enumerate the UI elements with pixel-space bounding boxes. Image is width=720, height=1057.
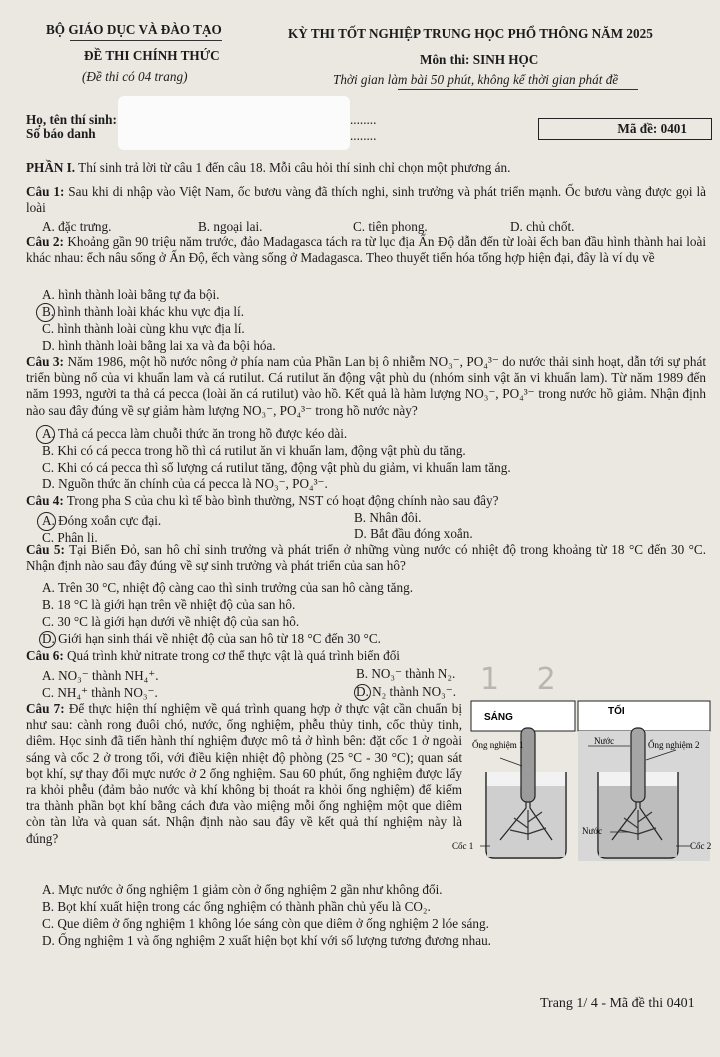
q4-option-d[interactable]: D. Bắt đầu đóng xoắn.	[354, 526, 473, 541]
q2-option-a[interactable]: A. hình thành loài bằng tự đa bội.	[42, 287, 220, 302]
page-footer: Trang 1/ 4 - Mã đề thi 0401	[540, 996, 695, 1011]
tube2-label: Ống nghiệm 2	[648, 740, 700, 750]
answer-circle-mark	[36, 303, 55, 322]
exam-code: Mã đề: 0401	[617, 121, 687, 136]
question-text: Sau khi di nhập vào Việt Nam, ốc bươu vàng đã thích nghi, sinh trưởng và phát triển mạnh. Ốc bươu vàng được gọi là loài	[26, 184, 706, 216]
question-text: Năm 1986, một hồ nước nông ở phía nam của Phần Lan bị ô nhiễm NO₃⁻, PO₄³⁻ do nước thải sinh hoạt, dẫn tới sự phát triển bùng nổ của vi khuẩn lam và cá rutilut. Cá rutilut ăn động vật phù du (nhóm sinh vật ăn vi khuẩn lam). Từ năm 1989 đến năm 1993, người ta thả cá pecca (loài ăn cá rutilut) vào hồ. Kết quả là hàm lượng NO₃⁻, PO₄³⁻ trong nước hồ giảm. Nhận định nào sau đây đúng về sự giảm hàm lượng NO₃⁻, PO₄³⁻ trong hồ nước này?	[26, 354, 707, 418]
answer-circle-mark	[39, 631, 56, 648]
question-label: Câu 5:	[26, 542, 65, 557]
question-2	[26, 234, 706, 266]
time-underline	[398, 89, 638, 90]
question-label: Câu 1:	[26, 184, 65, 199]
time-note: Thời gian làm bài 50 phút, không kể thời gian phát đề	[333, 72, 619, 87]
water-label-bottom: Nước	[582, 826, 603, 836]
candidate-name-label: Họ, tên thí sinh:	[26, 112, 117, 127]
q5-option-d[interactable]: D. Giới hạn sinh thái về nhiệt độ của san hô từ 18 °C đến 30 °C.	[42, 631, 381, 646]
q7-option-c[interactable]: C. Que diêm ở ống nghiệm 1 không lóe sáng còn que diêm ở ống nghiệm 2 lóe sáng.	[42, 916, 489, 931]
question-text: Khoảng gần 90 triệu năm trước, đảo Madagasca tách ra từ lục địa Ấn Độ dẫn đến từ loài ếch ban đầu hình thành hai loài khác nhau: ếch nâu sống ở Ấn Độ, ếch vàng sống ở Madagasca. Theo thuyết tiến hóa tổng hợp hiện đại, đây là ví dụ về	[26, 234, 707, 266]
photosynthesis-figure	[452, 700, 716, 862]
q7-option-a[interactable]: A. Mực nước ở ống nghiệm 1 giảm còn ở ống nghiệm 2 gần như không đổi.	[42, 882, 443, 897]
answer-circle-mark	[37, 512, 56, 531]
water-label-top: Nước	[594, 736, 615, 746]
official-label: ĐỀ THI CHÍNH THỨC	[84, 48, 220, 63]
q6-option-d[interactable]: D. N₂ thành NO₃⁻.	[356, 684, 457, 699]
id-dots: ........	[350, 128, 377, 143]
header-underline	[70, 40, 222, 41]
q2-option-d[interactable]: D. hình thành loài bằng lai xa và đa bội hóa.	[42, 338, 276, 353]
q5-option-c[interactable]: C. 30 °C là giới hạn dưới về nhiệt độ của san hô.	[42, 614, 300, 629]
subject-label: Môn thi: SINH HỌC	[420, 52, 539, 67]
answer-circle-mark	[36, 425, 55, 444]
question-text: Tại Biển Đỏ, san hô chỉ sinh trưởng và phát triển ở những vùng nước có nhiệt độ trong khoảng từ 18 °C đến 30 °C. Nhận định nào sau đây đúng về sự sinh trưởng và phát triển của san hô?	[26, 542, 707, 574]
handwritten-note: 1 2	[480, 662, 570, 697]
question-label: Câu 6:	[26, 648, 64, 663]
exam-code-box	[538, 118, 712, 140]
q3-option-a[interactable]: A. Thả cá pecca làm chuỗi thức ăn trong hồ được kéo dài.	[42, 426, 348, 441]
q5-option-a[interactable]: A. Trên 30 °C, nhiệt độ càng cao thì sinh trưởng của san hô càng tăng.	[42, 580, 414, 595]
q1-option-c[interactable]: C. tiên phong.	[353, 219, 428, 234]
cup1-label: Cốc 1	[452, 841, 474, 851]
q3-option-d[interactable]: D. Nguồn thức ăn chính của cá pecca là NO₃⁻, PO₄³⁻.	[42, 476, 328, 491]
question-label: Câu 3:	[26, 354, 64, 369]
exam-title: KỲ THI TỐT NGHIỆP TRUNG HỌC PHỔ THÔNG NĂM 2025	[288, 26, 653, 41]
q4-option-a[interactable]: A. Đóng xoắn cực đại.	[42, 513, 162, 528]
part-instruction	[26, 160, 706, 176]
redaction-patch	[118, 96, 350, 150]
experiment-illustration	[452, 700, 716, 862]
candidate-id-label: Số báo danh	[26, 126, 96, 141]
question-text: Trong pha S của chu kì tế bào bình thường, NST có hoạt động chính nào sau đây?	[66, 493, 499, 508]
question-1	[26, 184, 706, 216]
question-text: Để thực hiện thí nghiệm về quá trình quang hợp ở thực vật cần chuẩn bị như sau: cành rong đuôi chó, nước, ống nghiệm, phễu thủy tinh, cốc thủy tinh, diêm. Học sinh đã tiến hành thí nghiệm được mô tả ở hình bên: đặt cốc 1 ở ngoài sáng và cốc 2 ở trong tối, với điều kiện nhiệt độ phòng (25 °C - 30 °C); quan sát bọt khí, sự thay đổi mực nước ở 2 ống nghiệm. Sau 60 phút, ống nghiệm được lấy ra khỏi phễu (đảm bảo nước và khí không bị thoát ra khỏi ống nghiệm) để kiểm tra thành phần bọt khí bằng cách đưa vào miệng mỗi ống nghiệm một que diêm còn tàn lửa và quan sát. Nhận định nào sau đây về kết quả thí nghiệm này là đúng?	[26, 701, 463, 846]
q7-option-b[interactable]: B. Bọt khí xuất hiện trong các ống nghiệm có thành phần chủ yếu là CO₂.	[42, 899, 431, 914]
q7-option-d[interactable]: D. Ống nghiệm 1 và ống nghiệm 2 xuất hiện bọt khí với số lượng tương đương nhau.	[42, 933, 491, 948]
dark-label: TỐI	[608, 706, 625, 717]
name-dots: ........	[350, 112, 377, 127]
ministry-name: BỘ GIÁO DỤC VÀ ĐÀO TẠO	[46, 22, 222, 37]
question-4	[26, 493, 706, 509]
q2-option-c[interactable]: C. hình thành loài cùng khu vực địa lí.	[42, 321, 245, 336]
q5-option-b[interactable]: B. 18 °C là giới hạn trên về nhiệt độ của san hô.	[42, 597, 296, 612]
light-label: SÁNG	[484, 712, 513, 723]
question-7	[26, 701, 462, 847]
q1-option-d[interactable]: D. chủ chốt.	[510, 219, 575, 234]
q6-option-c[interactable]: C. NH₄⁺ thành NO₃⁻.	[42, 685, 158, 700]
answer-circle-mark	[354, 684, 371, 701]
q1-option-b[interactable]: B. ngoại lai.	[198, 219, 263, 234]
q6-option-b[interactable]: B. NO₃⁻ thành N₂.	[356, 666, 456, 681]
pages-note: (Đề thi có 04 trang)	[82, 69, 188, 84]
q4-option-c[interactable]: C. Phân li.	[42, 530, 98, 545]
question-6	[26, 648, 706, 664]
question-text: Quá trình khử nitrate trong cơ thể thực vật là quá trình biến đổi	[67, 648, 400, 663]
question-label: Câu 7:	[26, 701, 65, 716]
q3-option-c[interactable]: C. Khi có cá pecca thì số lượng cá rutilut tăng, động vật phù du giảm, vi khuẩn lam tăng.	[42, 460, 511, 475]
q2-option-b[interactable]: B. hình thành loài khác khu vực địa lí.	[42, 304, 244, 319]
question-label: Câu 2:	[26, 234, 64, 249]
question-label: Câu 4:	[26, 493, 64, 508]
question-3	[26, 354, 706, 419]
q6-option-a[interactable]: A. NO₃⁻ thành NH₄⁺.	[42, 668, 159, 683]
part-instruction-text: Thí sinh trả lời từ câu 1 đến câu 18. Mỗi câu hỏi thí sinh chỉ chọn một phương án.	[78, 160, 511, 175]
q3-option-b[interactable]: B. Khi có cá pecca trong hồ thì cá rutilut ăn vi khuẩn lam, động vật phù du tăng.	[42, 443, 466, 458]
question-5	[26, 542, 706, 574]
q1-option-a[interactable]: A. đặc trưng.	[42, 219, 112, 234]
tube1-label: Ống nghiệm 1	[472, 740, 524, 750]
part-title: PHẦN I.	[26, 160, 76, 175]
q4-option-b[interactable]: B. Nhân đôi.	[354, 510, 422, 525]
cup2-label: Cốc 2	[690, 841, 712, 851]
